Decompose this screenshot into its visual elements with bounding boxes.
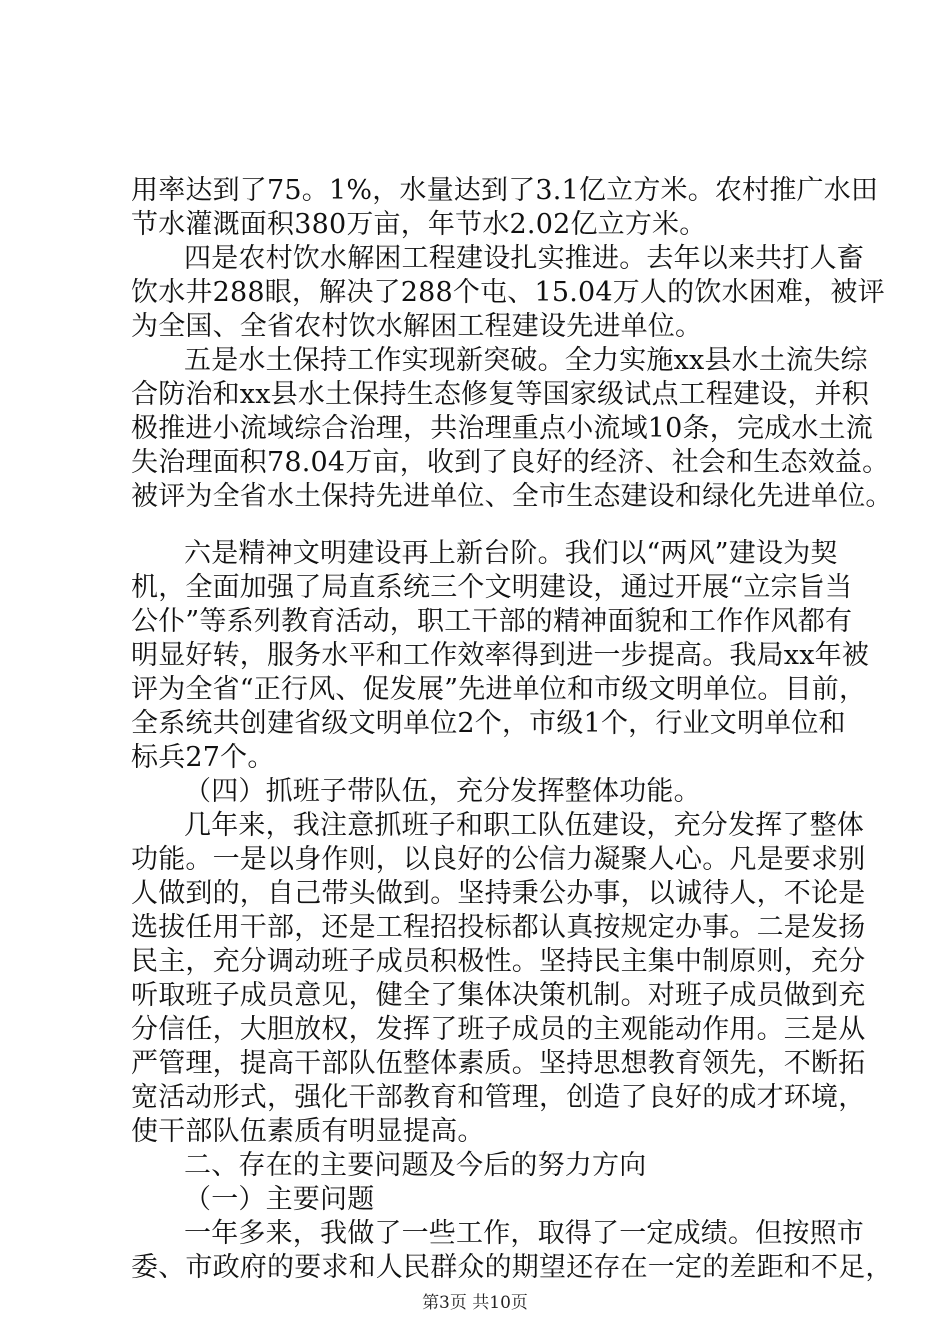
paragraph-line: 五是水土保持工作实现新突破。全力实施xx县水土流失综 (184, 345, 868, 376)
paragraph-line: 节水灌溉面积380万亩，年节水2.02亿立方米。 (131, 209, 707, 240)
subsection-heading: （一）主要问题 (184, 1184, 375, 1215)
paragraph-line: 用率达到了75。1%，水量达到了3.1亿立方米。农村推广水田 (131, 175, 879, 206)
paragraph-line: 委、市政府的要求和人民群众的期望还存在一定的差距和不足， (131, 1252, 893, 1283)
paragraph-line: 评为全省“正行风、促发展”先进单位和市级文明单位。目前， (131, 674, 867, 705)
paragraph-line: 被评为全省水土保持先进单位、全市生态建设和绿化先进单位。 (131, 481, 893, 512)
paragraph-line: 听取班子成员意见，健全了集体决策机制。对班子成员做到充 (131, 980, 866, 1011)
paragraph-line: 四是农村饮水解困工程建设扎实推进。去年以来共打人畜 (184, 243, 864, 274)
paragraph-line: 几年来，我注意抓班子和职工队伍建设，充分发挥了整体 (184, 810, 864, 841)
paragraph-line: 严管理，提高干部队伍整体素质。坚持思想教育领先，不断拓 (131, 1048, 866, 1079)
paragraph-line: 饮水井288眼，解决了288个屯、15.04万人的饮水困难，被评 (131, 277, 885, 308)
paragraph-line: 失治理面积78.04万亩，收到了良好的经济、社会和生态效益。 (131, 447, 890, 478)
paragraph-line: 为全国、全省农村饮水解困工程建设先进单位。 (131, 311, 703, 342)
paragraph-line: 公仆”等系列教育活动，职工干部的精神面貌和工作作风都有 (131, 606, 853, 637)
paragraph-line: 分信任，大胆放权，发挥了班子成员的主观能动作用。三是从 (131, 1014, 866, 1045)
paragraph-line: 民主，充分调动班子成员积极性。坚持民主集中制原则，充分 (131, 946, 866, 977)
section-heading: 二、存在的主要问题及今后的努力方向 (184, 1150, 647, 1181)
paragraph-line: 使干部队伍素质有明显提高。 (131, 1116, 485, 1147)
paragraph-line: 机，全面加强了局直系统三个文明建设，通过开展“立宗旨当 (131, 572, 853, 603)
paragraph-line: 选拔任用干部，还是工程招投标都认真按规定办事。二是发扬 (131, 912, 866, 943)
paragraph-line: 极推进小流域综合治理，共治理重点小流域10条，完成水土流 (131, 413, 873, 444)
paragraph-line: 六是精神文明建设再上新台阶。我们以“两风”建设为契 (184, 538, 838, 569)
paragraph-line: 宽活动形式，强化干部教育和管理，创造了良好的成才环境， (131, 1082, 866, 1113)
paragraph-line: 功能。一是以身作则，以良好的公信力凝聚人心。凡是要求别 (131, 844, 866, 875)
page-footer: 第3页 共10页 (422, 1293, 528, 1313)
paragraph-line: 人做到的，自己带头做到。坚持秉公办事，以诚待人，不论是 (131, 878, 866, 909)
section-heading: （四）抓班子带队伍，充分发挥整体功能。 (184, 776, 701, 807)
paragraph-line: 标兵27个。 (131, 742, 275, 773)
paragraph-line: 合防治和xx县水土保持生态修复等国家级试点工程建设，并积 (131, 379, 870, 410)
paragraph-line: 明显好转，服务水平和工作效率得到进一步提高。我局xx年被 (131, 640, 870, 671)
paragraph-line: 一年多来，我做了一些工作，取得了一定成绩。但按照市 (184, 1218, 864, 1249)
paragraph-line: 全系统共创建省级文明单位2个，市级1个，行业文明单位和 (131, 708, 846, 739)
